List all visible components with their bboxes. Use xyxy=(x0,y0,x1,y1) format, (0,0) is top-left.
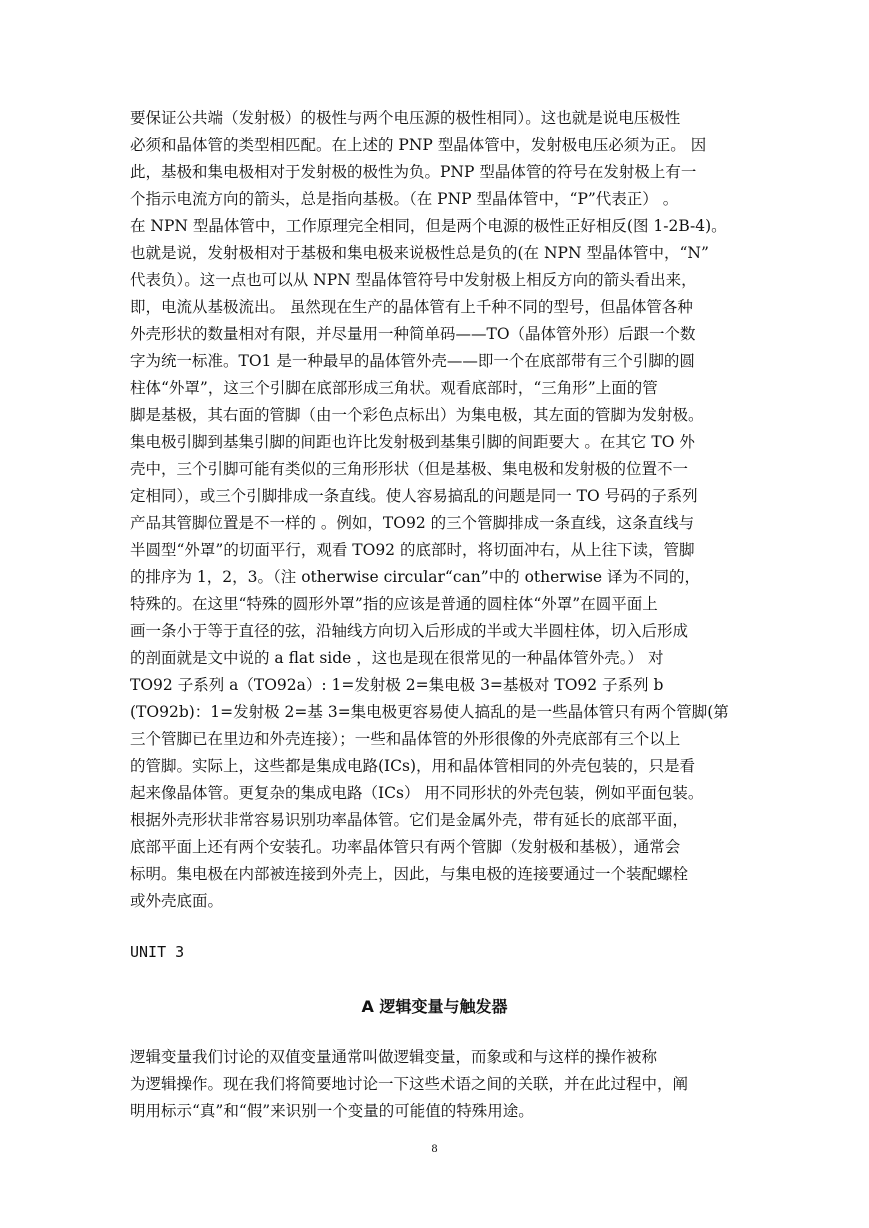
intro-text-line: 明用标示“真”和“假”来识别一个变量的可能值的特殊用途。 xyxy=(130,1102,534,1120)
body-text-line: 产品其管脚位置是不一样的 。例如，TO92 的三个管脚排成一条直线，这条直线与 xyxy=(130,514,695,532)
body-text-line: 字为统一标准。TO1 是一种最早的晶体管外壳——即一个在底部带有三个引脚的圆 xyxy=(130,352,695,370)
body-text-line: 特殊的。在这里“特殊的圆形外罩”指的应该是普通的圆柱体“外罩”在圆平面上 xyxy=(130,595,658,613)
body-text-line: 也就是说，发射极相对于基极和集电极来说极性总是负的(在 NPN 型晶体管中，“N” xyxy=(130,244,709,262)
body-text-line: 标明。集电极在内部被连接到外壳上，因此，与集电极的连接要通过一个装配螺栓 xyxy=(130,865,689,883)
body-text-line: 在 NPN 型晶体管中，工作原理完全相同，但是两个电源的极性正好相反(图 1-2B-4)。 xyxy=(130,217,727,235)
body-text-line: 根据外壳形状非常容易识别功率晶体管。它们是金属外壳，带有延长的底部平面， xyxy=(130,811,689,829)
intro-text-line: 逻辑变量我们讨论的双值变量通常叫做逻辑变量，而象或和与这样的操作被称 xyxy=(130,1048,658,1066)
body-text-line: 起来像晶体管。更复杂的集成电路（ICs） 用不同形状的外壳包装，例如平面包装。 xyxy=(130,784,704,802)
body-text-line: 壳中，三个引脚可能有类似的三角形形状（但是基极、集电极和发射极的位置不一 xyxy=(130,460,689,478)
body-text-line: 代表负）。这一点也可以从 NPN 型晶体管符号中发射极上相反方向的箭头看出来， xyxy=(130,271,697,289)
body-text-line: 即，电流从基极流出。 虽然现在生产的晶体管有上千种不同的型号，但晶体管各种 xyxy=(130,298,693,316)
body-text-line: 或外壳底面。 xyxy=(130,892,224,910)
body-text-line: (TO92b)：1=发射极 2=基 3=集电极更容易使人搞乱的是一些晶体管只有两个管脚(第 xyxy=(130,703,729,721)
body-text-line: 柱体“外罩”，这三个引脚在底部形成三角状。观看底部时，“三角形”上面的管 xyxy=(130,379,658,397)
body-text-line: 画一条小于等于直径的弦，沿轴线方向切入后形成的半或大半圆柱体，切入后形成 xyxy=(130,622,689,640)
body-text-line: 的剖面就是文中说的 a flat side ，这也是现在很常见的一种晶体管外壳。） 对 xyxy=(130,649,664,667)
section-title: A 逻辑变量与触发器 xyxy=(361,997,508,1016)
body-text-line: 个指示电流方向的箭头，总是指向基极。（在 PNP 型晶体管中，“P”代表正） 。 xyxy=(130,190,679,208)
body-text-line: 的管脚。实际上，这些都是集成电路(ICs)，用和晶体管相同的外壳包装的，只是看 xyxy=(130,757,696,775)
body-text-line: 此，基极和集电极相对于发射极的极性为负。PNP 型晶体管的符号在发射极上有一 xyxy=(130,163,697,181)
body-text-line: 必须和晶体管的类型相匹配。在上述的 PNP 型晶体管中，发射极电压必须为正。 因 xyxy=(130,136,707,154)
unit-heading: UNIT 3 xyxy=(130,943,185,961)
body-text-line: 要保证公共端（发射极）的极性与两个电压源的极性相同）。这也就是说电压极性 xyxy=(130,109,681,127)
body-text-line: 底部平面上还有两个安装孔。功率晶体管只有两个管脚（发射极和基极），通常会 xyxy=(130,838,681,856)
body-text-line: 集电极引脚到基集引脚的间距也许比发射极到基集引脚的间距要大 。在其它 TO 外 xyxy=(130,433,695,451)
body-text-line: 脚是基极，其右面的管脚（由一个彩色点标出）为集电极，其左面的管脚为发射极。 xyxy=(130,406,704,424)
intro-text-line: 为逻辑操作。现在我们将简要地讨论一下这些术语之间的关联，并在此过程中，阐 xyxy=(130,1075,689,1093)
page-number: 8 xyxy=(431,1141,438,1155)
body-text-line: 三个管脚已在里边和外壳连接）；一些和晶体管的外形很像的外壳底部有三个以上 xyxy=(130,730,681,748)
body-text-line: TO92 子系列 a（TO92a）: 1=发射极 2=集电极 3=基极对 TO92 子系列 b xyxy=(130,676,664,694)
body-text-line: 半圆型“外罩”的切面平行，观看 TO92 的底部时，将切面冲右，从上往下读，管脚 xyxy=(130,541,695,559)
body-text-line: 的排序为 1，2，3。（注 otherwise circular“can”中的 otherwise 译为不同的， xyxy=(130,568,700,586)
body-text-line: 外壳形状的数量相对有限，并尽量用一种简单码——TO（晶体管外形）后跟一个数 xyxy=(130,325,696,343)
body-text-line: 定相同），或三个引脚排成一条直线。使人容易搞乱的问题是同一 TO 号码的子系列 xyxy=(130,487,698,505)
